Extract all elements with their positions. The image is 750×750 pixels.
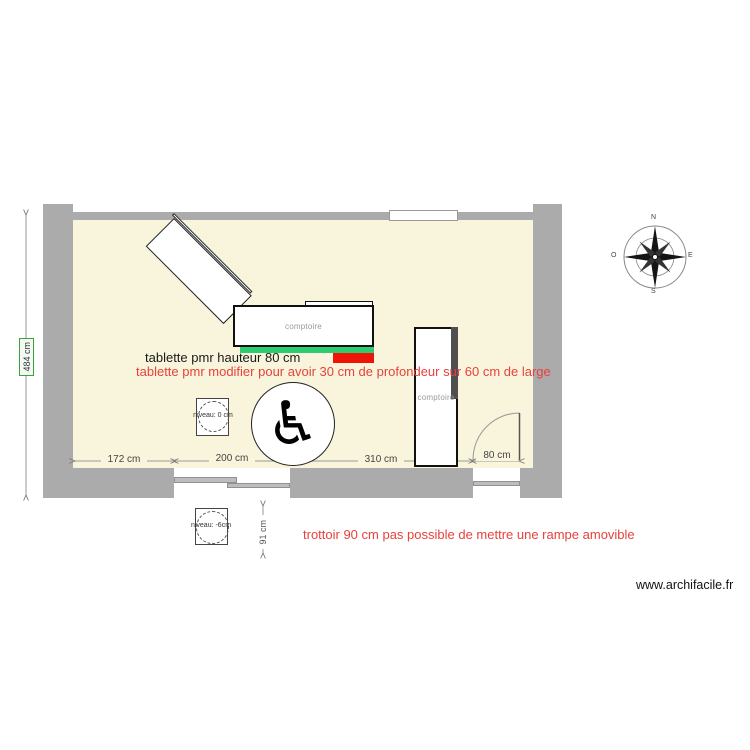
window-top-wall[interactable] xyxy=(389,210,458,221)
dim-label-80[interactable]: 80 cm xyxy=(476,450,518,461)
counter-side-label: comptoire xyxy=(417,393,455,402)
dim-label-484-selected[interactable] xyxy=(19,338,34,376)
compass-west-label: O xyxy=(611,252,617,259)
wall-top[interactable] xyxy=(73,212,533,220)
dim-label-91-text: 91 cm xyxy=(257,519,268,545)
dim-label-200[interactable]: 200 cm xyxy=(209,453,255,464)
pmr-shelf-issue-bar[interactable] xyxy=(333,353,374,363)
dim-label-484-text: 484 cm xyxy=(21,342,32,372)
compass-rose-icon xyxy=(620,222,690,292)
note-sidewalk[interactable]: trottoir 90 cm pas possible de mettre une rampe amovible xyxy=(303,527,635,542)
archifacile-watermark: www.archifacile.fr xyxy=(636,578,734,592)
door-step xyxy=(473,481,520,486)
compass-east-label: E xyxy=(688,252,693,259)
counter-side-back-panel xyxy=(451,327,458,399)
note-shelf-height[interactable]: tablette pmr hauteur 80 cm xyxy=(145,350,301,365)
counter-main[interactable] xyxy=(233,305,374,347)
level-inside-label: niveau: 0 cm xyxy=(193,412,233,419)
wheelchair-zone[interactable] xyxy=(251,382,335,466)
wall-right[interactable] xyxy=(533,204,562,498)
level-sidewalk-label: niveau: -6cm xyxy=(190,522,232,529)
dim-label-310[interactable]: 310 cm xyxy=(358,454,404,465)
note-shelf-modify[interactable]: tablette pmr modifier pour avoir 30 cm de profondeur sur 60 cm de large xyxy=(136,364,551,379)
wheelchair-icon: ♿ xyxy=(266,389,320,459)
counter-main-label: comptoire xyxy=(285,321,322,331)
compass-north-label: N xyxy=(651,214,657,221)
entrance-step xyxy=(227,483,290,488)
compass-south-label: S xyxy=(651,288,656,295)
dim-label-91[interactable] xyxy=(254,515,271,549)
wall-left[interactable] xyxy=(43,204,73,498)
dim-label-172[interactable]: 172 cm xyxy=(101,454,147,465)
